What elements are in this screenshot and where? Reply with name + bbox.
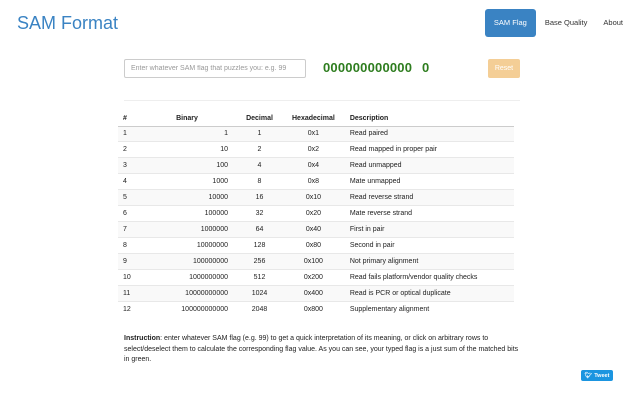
binary-readout: 000000000000 <box>323 60 413 75</box>
instruction-label: Instruction <box>124 335 161 342</box>
cell-description: Read fails platform/vendor quality checks <box>340 269 514 285</box>
cell-binary: 10 <box>142 142 232 158</box>
instruction-body: : enter whatever SAM flag (e.g. 99) to get a quick interpretation of its meaning, or click on arbitrary rows to select/deselect them to calculate the corresponding flag value. As you can see, your typed flag is a just sum of the matched bits in green. <box>124 335 519 363</box>
nav-item-about[interactable]: About <box>603 18 623 27</box>
col-header-num: # <box>118 111 142 126</box>
table-row[interactable] <box>118 158 514 174</box>
cell-decimal: 64 <box>232 222 287 238</box>
table-row[interactable] <box>118 269 514 285</box>
col-header-description: Description <box>340 111 514 126</box>
cell-hex: 0x400 <box>287 285 340 301</box>
reset-button[interactable]: Reset <box>488 59 520 78</box>
cell-description: Read paired <box>340 126 514 142</box>
col-header-binary: Binary <box>142 111 232 126</box>
table-row[interactable] <box>118 206 514 222</box>
cell-num: 3 <box>118 158 142 174</box>
flag-controls <box>124 59 520 79</box>
cell-hex: 0x80 <box>287 238 340 254</box>
cell-num: 6 <box>118 206 142 222</box>
cell-binary: 1 <box>142 126 232 142</box>
nav-menu <box>483 9 630 37</box>
cell-description: Supplementary alignment <box>340 301 514 317</box>
cell-hex: 0x1 <box>287 126 340 142</box>
cell-decimal: 1 <box>232 126 287 142</box>
col-header-decimal: Decimal <box>232 111 287 126</box>
cell-decimal: 16 <box>232 190 287 206</box>
cell-hex: 0x20 <box>287 206 340 222</box>
table-row[interactable] <box>118 238 514 254</box>
table-row[interactable] <box>118 254 514 270</box>
cell-description: First in pair <box>340 222 514 238</box>
cell-description: Read reverse strand <box>340 190 514 206</box>
nav-item-sam-flag[interactable]: SAM Flag <box>485 9 536 37</box>
cell-num: 12 <box>118 301 142 317</box>
cell-description: Read mapped in proper pair <box>340 142 514 158</box>
cell-binary: 1000000000 <box>142 269 232 285</box>
tweet-label: Tweet <box>594 372 610 379</box>
table-row[interactable] <box>118 142 514 158</box>
cell-hex: 0x800 <box>287 301 340 317</box>
twitter-bird-icon: 🐦︎ <box>584 373 593 379</box>
cell-hex: 0x100 <box>287 254 340 270</box>
cell-decimal: 32 <box>232 206 287 222</box>
instruction-text <box>124 334 520 366</box>
table-row[interactable] <box>118 285 514 301</box>
cell-decimal: 256 <box>232 254 287 270</box>
cell-binary: 100000 <box>142 206 232 222</box>
cell-decimal: 2 <box>232 142 287 158</box>
cell-binary: 10000000 <box>142 238 232 254</box>
table-row[interactable] <box>118 301 514 317</box>
cell-description: Not primary alignment <box>340 254 514 270</box>
cell-num: 10 <box>118 269 142 285</box>
cell-binary: 100000000 <box>142 254 232 270</box>
cell-description: Read is PCR or optical duplicate <box>340 285 514 301</box>
cell-decimal: 8 <box>232 174 287 190</box>
cell-binary: 10000 <box>142 190 232 206</box>
cell-num: 8 <box>118 238 142 254</box>
cell-description: Mate reverse strand <box>340 206 514 222</box>
cell-hex: 0x4 <box>287 158 340 174</box>
cell-decimal: 1024 <box>232 285 287 301</box>
cell-num: 2 <box>118 142 142 158</box>
tweet-button[interactable] <box>581 370 613 381</box>
cell-decimal: 4 <box>232 158 287 174</box>
table-row[interactable] <box>118 190 514 206</box>
cell-num: 4 <box>118 174 142 190</box>
cell-description: Mate unmapped <box>340 174 514 190</box>
cell-hex: 0x40 <box>287 222 340 238</box>
cell-description: Second in pair <box>340 238 514 254</box>
cell-description: Read unmapped <box>340 158 514 174</box>
cell-num: 5 <box>118 190 142 206</box>
table-body <box>118 126 514 317</box>
cell-binary: 100000000000 <box>142 301 232 317</box>
cell-binary: 100 <box>142 158 232 174</box>
cell-binary: 10000000000 <box>142 285 232 301</box>
table-row[interactable] <box>118 174 514 190</box>
table-row[interactable] <box>118 126 514 142</box>
cell-binary: 1000 <box>142 174 232 190</box>
cell-num: 11 <box>118 285 142 301</box>
table-header-row <box>118 111 514 126</box>
cell-hex: 0x200 <box>287 269 340 285</box>
cell-decimal: 2048 <box>232 301 287 317</box>
sam-flag-input[interactable] <box>124 59 306 78</box>
divider <box>124 100 520 101</box>
cell-decimal: 512 <box>232 269 287 285</box>
nav-item-base-quality[interactable]: Base Quality <box>544 18 588 27</box>
cell-hex: 0x8 <box>287 174 340 190</box>
cell-decimal: 128 <box>232 238 287 254</box>
cell-num: 9 <box>118 254 142 270</box>
navbar <box>0 0 640 46</box>
sam-flag-table <box>118 111 514 317</box>
table-row[interactable] <box>118 222 514 238</box>
cell-hex: 0x2 <box>287 142 340 158</box>
decimal-readout: 0 <box>422 60 430 75</box>
cell-num: 1 <box>118 126 142 142</box>
cell-binary: 1000000 <box>142 222 232 238</box>
cell-hex: 0x10 <box>287 190 340 206</box>
col-header-hex: Hexadecimal <box>287 111 340 126</box>
cell-num: 7 <box>118 222 142 238</box>
app-title[interactable]: SAM Format <box>17 13 119 33</box>
